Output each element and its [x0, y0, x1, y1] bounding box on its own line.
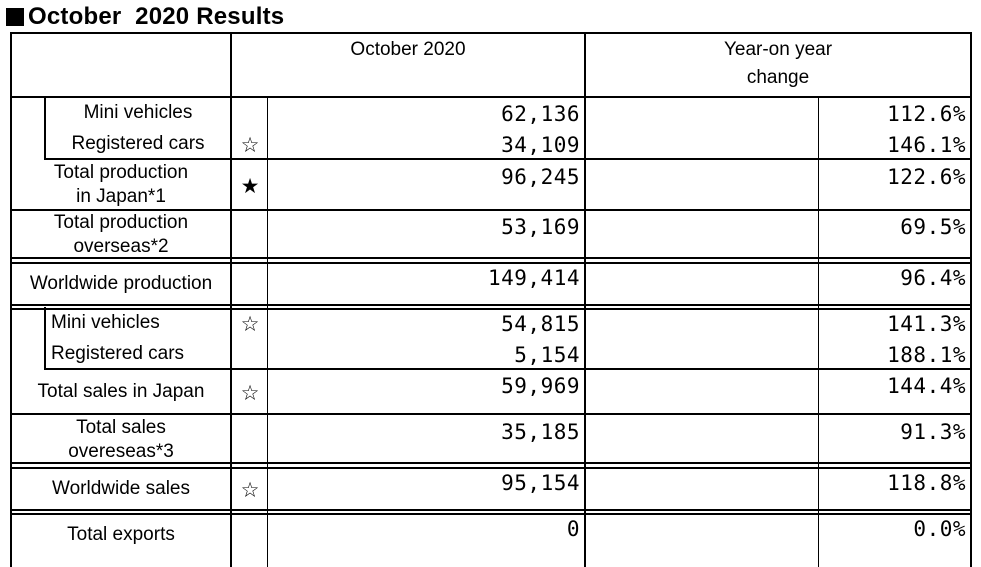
- row-label: Registered cars: [71, 133, 205, 154]
- grid-line: [10, 262, 972, 264]
- row-change: 96.4%: [900, 266, 966, 290]
- header-change-line2: change: [746, 67, 810, 88]
- row-change: 112.6%: [887, 102, 966, 126]
- grid-line: [584, 32, 586, 567]
- row-label: Mini vehicles: [51, 312, 160, 333]
- grid-line: [10, 509, 972, 511]
- row-change: 91.3%: [900, 420, 966, 444]
- grid-line: [970, 32, 972, 567]
- row-value: 54,815: [501, 312, 580, 336]
- grid-line: [10, 413, 972, 415]
- row-change: 69.5%: [900, 215, 966, 239]
- row-change: 188.1%: [887, 343, 966, 367]
- grid-line: [10, 513, 972, 515]
- row-label-line1: Total sales: [76, 417, 166, 438]
- row-label-line1: Total production: [53, 212, 189, 233]
- star-icon: ☆: [240, 478, 260, 502]
- row-value: 5,154: [514, 343, 580, 367]
- star-icon: ☆: [240, 133, 260, 157]
- row-label: Worldwide production: [29, 273, 213, 294]
- row-change: 122.6%: [887, 165, 966, 189]
- row-value: 62,136: [501, 102, 580, 126]
- grid-line: [44, 368, 972, 370]
- title-text: October 2020 Results: [28, 3, 285, 30]
- row-change: 0.0%: [913, 517, 966, 541]
- row-label: Worldwide sales: [52, 478, 190, 499]
- row-label-line2: in Japan*1: [76, 186, 166, 207]
- header-change-line1: Year-on year: [723, 39, 833, 60]
- row-value: 34,109: [501, 133, 580, 157]
- row-value: 96,245: [501, 165, 580, 189]
- grid-line: [10, 96, 972, 98]
- row-label: Registered cars: [51, 343, 185, 364]
- row-change: 144.4%: [887, 374, 966, 398]
- row-value: 53,169: [501, 215, 580, 239]
- row-label-line2: overeseas*3: [68, 441, 174, 462]
- grid-line: [44, 158, 972, 160]
- row-value: 149,414: [487, 266, 580, 290]
- row-label: Total exports: [67, 524, 175, 545]
- row-label: Mini vehicles: [83, 102, 193, 123]
- row-value: 0: [566, 517, 580, 541]
- grid-line: [10, 308, 972, 310]
- star-icon: ★: [240, 174, 260, 198]
- row-change: 141.3%: [887, 312, 966, 336]
- row-value: 35,185: [501, 420, 580, 444]
- grid-line: [10, 467, 972, 469]
- star-icon: ☆: [240, 312, 260, 336]
- grid-line: [10, 304, 972, 306]
- row-label: Total sales in Japan: [37, 381, 205, 402]
- row-change: 146.1%: [887, 133, 966, 157]
- grid-line: [44, 307, 46, 369]
- row-change: 118.8%: [887, 471, 966, 495]
- header-period: October 2020: [350, 39, 466, 60]
- row-label-line1: Total production: [53, 162, 189, 183]
- row-value: 59,969: [501, 374, 580, 398]
- grid-line: [10, 32, 972, 34]
- row-label-line2: overseas*2: [73, 236, 169, 257]
- row-value: 95,154: [501, 471, 580, 495]
- star-icon: ☆: [240, 381, 260, 405]
